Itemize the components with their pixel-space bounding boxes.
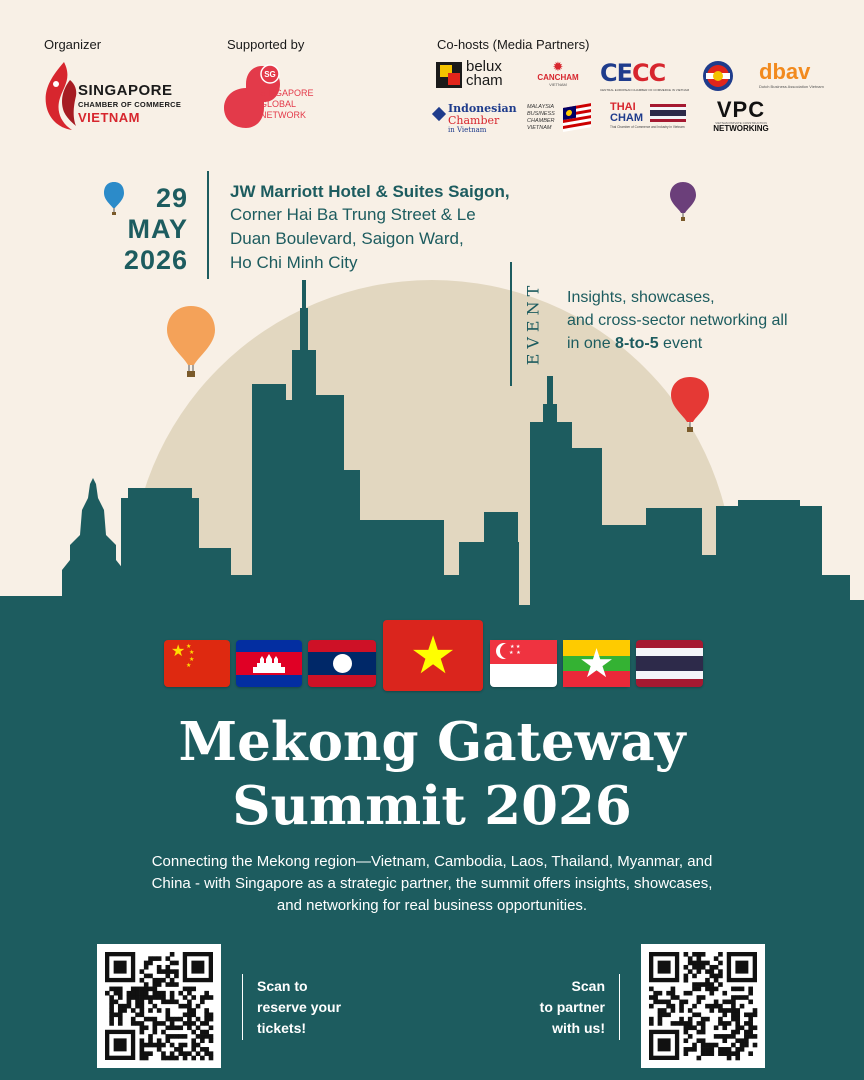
svg-text:SG: SG [264, 70, 276, 79]
date-month: MAY [127, 214, 188, 244]
vietnam-flag-icon: ★ [383, 620, 483, 691]
thai-flag-small-icon [650, 104, 686, 122]
cancham-logo: ✹ CANCHAM VIETNAM [528, 61, 588, 91]
cohosts-label: Co-hosts (Media Partners) [437, 37, 590, 52]
cecc-logo: CECC CENTRAL EUROPEAN CHAMBER OF COMMERCE IN VIETNAM [600, 59, 690, 92]
venue-name: JW Marriott Hotel & Suites Saigon, [230, 182, 510, 201]
title-line-1: Mekong Gateway [178, 711, 686, 773]
scan-partner-text: Scan to partner with us! [539, 978, 605, 1036]
malaysia-flag-icon [563, 102, 591, 132]
china-flag-icon: ★ ★ ★ ★ ★ [164, 640, 230, 687]
summit-description: Connecting the Mekong region—Vietnam, Cambodia, Laos, Thailand, Myanmar, and China - with Singapore as a strategic partner, the summit offers insights, showcases, and networking for real business opportunities. [151, 853, 713, 914]
myanmar-flag-icon: ★ [563, 640, 630, 687]
balloon-icon [670, 376, 710, 434]
event-vertical-label: EVENT [523, 280, 543, 366]
balloon-icon [166, 305, 216, 379]
event-tagline: Insights, showcases, and cross-sector networking all in one 8-to-5 event [567, 289, 788, 352]
emblem-icon [702, 60, 734, 92]
thaicham-logo: THAI CHAM Thai Chamber of Commerce and Industry in Vietnam [610, 101, 685, 129]
qr-code-icon [641, 944, 765, 1068]
event-date [108, 183, 188, 276]
singapore-flag-icon: ★ ★ ★ ★ [490, 640, 557, 687]
singapore-global-network-logo: SG SINGAPORE GLOBAL NETWORK [222, 60, 342, 130]
organizer-label: Organizer [44, 37, 102, 52]
title-line-2: Summit 2026 [232, 775, 632, 837]
cta-right-divider [619, 974, 620, 1040]
summit-title [0, 712, 864, 836]
event-divider [510, 262, 512, 386]
malaysia-chamber-logo: MALAYSIA BUSINESS CHAMBER VIETNAM [527, 102, 593, 134]
balloon-purple [669, 181, 697, 228]
balloon-orange [166, 305, 216, 384]
vpc-networking-logo: VPC VIETNAM PRIVATE CONSTRUCTION NETWORKING [713, 97, 769, 133]
partner-qr-code[interactable] [641, 944, 765, 1068]
date-divider [207, 171, 209, 279]
balloon-icon [669, 181, 697, 223]
emblem-logo [702, 60, 734, 92]
qr-code-icon [97, 944, 221, 1068]
supported-by-label: Supported by [227, 37, 305, 52]
thailand-flag-icon [636, 640, 703, 687]
cta-left-divider [242, 974, 243, 1040]
date-year: 2026 [123, 245, 188, 275]
cambodia-flag-icon [236, 640, 302, 687]
ticket-qr-code[interactable] [97, 944, 221, 1068]
date-day: 29 [155, 183, 188, 213]
flame-icon [42, 60, 78, 132]
venue-address: Corner Hai Ba Trung Street & Le Duan Boulevard, Saigon Ward, Ho Chi Minh City [230, 205, 476, 272]
balloon-red [670, 376, 710, 439]
angkor-wat-icon [251, 653, 287, 674]
dbav-logo: dbav Dutch Business Association Vietnam [759, 59, 824, 89]
indonesian-chamber-logo: Indonesian Chamber in Vietnam [434, 103, 516, 133]
scan-tickets-text: Scan to reserve your tickets! [257, 978, 342, 1036]
singapore-chamber-logo: SINGAPORE CHAMBER OF COMMERCE VIETNAM [42, 60, 202, 132]
laos-flag-icon [308, 640, 376, 687]
belux-cham-logo: belux cham [436, 61, 516, 91]
maple-leaf-icon: ✹ [552, 59, 564, 74]
